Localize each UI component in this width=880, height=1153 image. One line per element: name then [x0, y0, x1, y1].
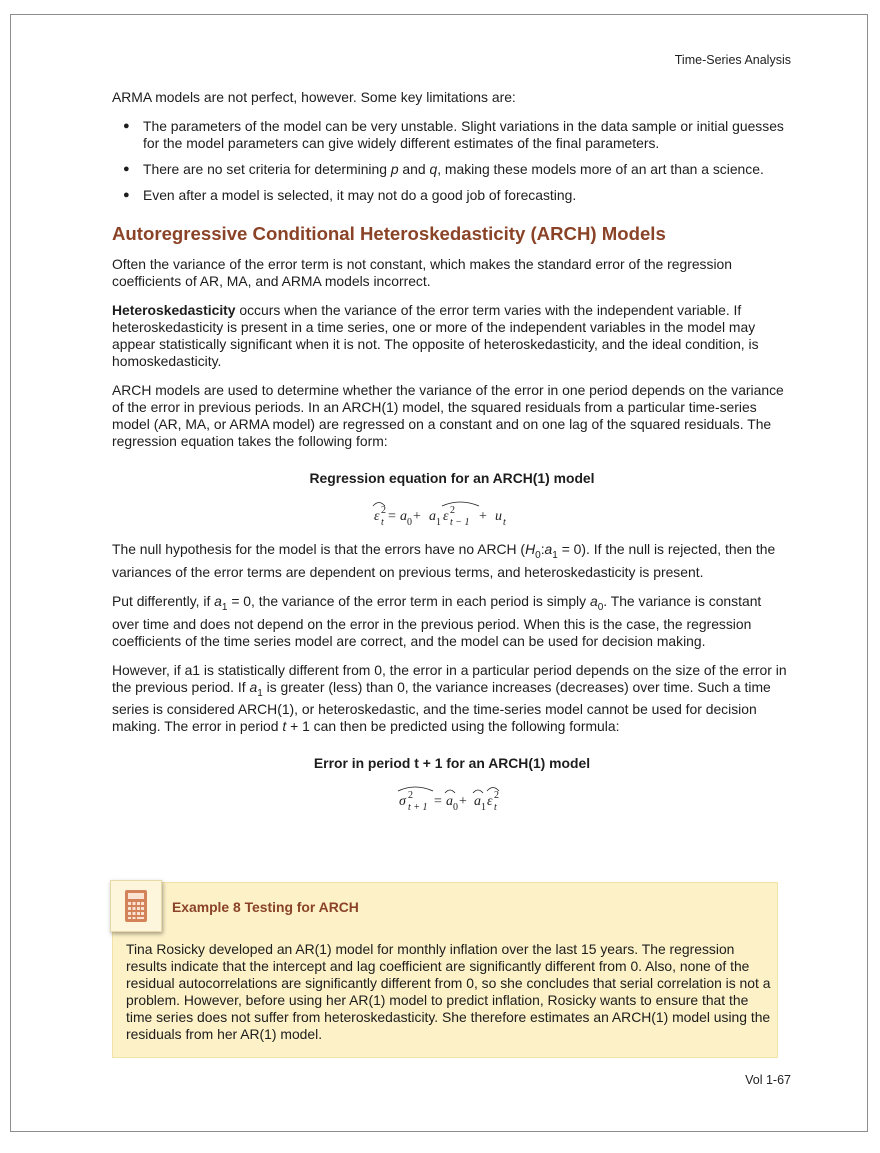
svg-text:t: t — [503, 517, 506, 528]
forecast-equation — [112, 782, 792, 826]
paragraph-however: However, if a1 is statistically different from 0, the error in a particular period depends on the size of the error in the previous period. If $a_1$ is greater (less) than 0, the variance increases (decreases) over time. Such a time series is considered ARCH(1), or heteroskedastic, and the time-series model cannot be used for decision making. The error in period t + 1 can then be predicted using the following formula: — [112, 661, 787, 735]
equation-title: Regression equation for an ARCH(1) model — [309, 470, 595, 486]
svg-text:2: 2 — [494, 790, 499, 802]
svg-text:a: a — [474, 794, 481, 810]
equation-title: Error in period t + 1 for an ARCH(1) model — [313, 755, 591, 772]
page-number: Vol 1-67 — [745, 1073, 791, 1087]
equation-block-regression — [112, 470, 792, 541]
regression-equation — [112, 497, 792, 541]
svg-text:0: 0 — [453, 802, 458, 814]
svg-text:t + 1: t + 1 — [408, 802, 428, 814]
svg-text:t − 1: t − 1 — [450, 517, 470, 528]
svg-text:t: t — [494, 802, 497, 814]
svg-text:ε: ε — [443, 509, 449, 524]
svg-text:u: u — [495, 509, 502, 524]
svg-text:a: a — [429, 509, 436, 524]
running-header: Time-Series Analysis — [674, 53, 791, 67]
list-item: ● The parameters of the model can be very unstable. Slight variations in the data sample or initial guesses for the model parameters can give widely different estimates of the final parameters. — [112, 118, 792, 152]
svg-text:a: a — [446, 794, 453, 810]
calculator-icon — [110, 880, 162, 932]
intro-paragraph: ARMA models are not perfect, however. Some key limitations are: — [112, 89, 516, 105]
paragraph-put-differently: Put differently, if $a_1 = 0$, the variance of the error term in each period is simply $a_0$. The variance is constant over time and does not depend on the error in the previous period. When this is the case, the regression coefficients of the time series model are correct, and the model can be used for decision making. — [112, 592, 762, 649]
document-page — [10, 14, 868, 1132]
term-heteroskedasticity: Heteroskedasticity — [112, 302, 236, 318]
svg-text:1: 1 — [436, 517, 441, 528]
svg-text:ε: ε — [487, 794, 493, 810]
svg-text:σ: σ — [399, 794, 406, 810]
svg-text:2: 2 — [408, 790, 413, 802]
svg-text:+: + — [479, 509, 487, 524]
limitations-list — [112, 118, 792, 204]
svg-text:=: = — [388, 509, 396, 524]
svg-text:1: 1 — [481, 802, 486, 814]
svg-text:+: + — [413, 509, 421, 524]
page-content — [112, 89, 792, 826]
example-box — [112, 882, 778, 1058]
svg-text:2: 2 — [381, 505, 386, 516]
example-title: Example 8 Testing for ARCH — [172, 899, 359, 915]
svg-text:2: 2 — [450, 505, 455, 516]
svg-text:=: = — [434, 794, 442, 810]
svg-text:+: + — [459, 794, 467, 810]
svg-text:0: 0 — [407, 517, 412, 528]
paragraph-heteroskedasticity: Heteroskedasticity occurs when the variance of the error term varies with the independent variable. If heteroskedasticity is present in a time series, one or more of the independent variables in the model may appear statistically significant when it is not. The opposite of heteroskedasticity, and the ideal condition, is homoskedasticity. — [112, 302, 759, 369]
paragraph-arch-models: ARCH models are used to determine whether the variance of the error in one period depends on the variance of the error in previous periods. In an ARCH(1) model, the squared residuals from a particular time-series model (AR, MA, or ARMA model) are regressed on a constant and on one lag of the squared residuals. The regression equation takes the following form: — [112, 382, 784, 449]
paragraph-null-hypothesis: The null hypothesis for the model is that the errors have no ARCH $(H_0:a_1 = 0)$. If the null is rejected, then the variances of the error terms are dependent on previous terms, and heteroskedasticity is present. — [112, 541, 776, 580]
svg-text:a: a — [400, 509, 407, 524]
section-heading: Autoregressive Conditional Heteroskedasticity (ARCH) Models — [112, 223, 666, 244]
svg-text:ε: ε — [374, 509, 380, 524]
equation-block-forecast — [112, 755, 792, 826]
example-body: Tina Rosicky developed an AR(1) model for monthly inflation over the last 15 years. The regression results indicate that the intercept and lag coefficient are significantly different from 0. Also, none of the residual autocorrelations are significantly different from 0, so she concludes that serial correlation is not a problem. However, before using her AR(1) model to predict inflation, Rosicky wants to ensure that the time series does not suffer from heteroskedasticity. She therefore estimates an ARCH(1) model using the residuals from her AR(1) model. — [126, 941, 771, 1042]
list-item: ● Even after a model is selected, it may not do a good job of forecasting. — [112, 187, 792, 204]
list-item: ● There are no set criteria for determining p and q, making these models more of an art than a science. — [112, 161, 792, 178]
svg-text:t: t — [381, 517, 384, 528]
paragraph-variance: Often the variance of the error term is not constant, which makes the standard error of the regression coefficients of AR, MA, and ARMA models incorrect. — [112, 256, 732, 289]
